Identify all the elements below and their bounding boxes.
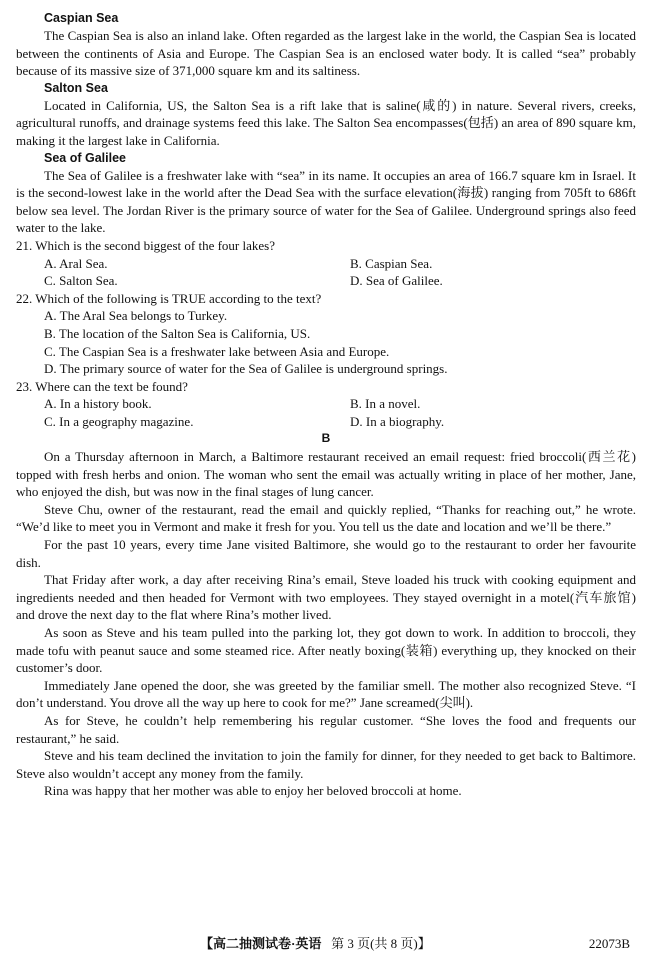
- paragraph: Immediately Jane opened the door, she was greeted by the familiar smell. The mother also recognized Steve. “I don’t understand. You drove all the way up here to cook for me?” Jane screamed(尖叫).: [16, 677, 636, 711]
- section-heading: Salton Sea: [44, 80, 108, 95]
- option: C. Salton Sea.: [44, 273, 118, 289]
- paragraph: As soon as Steve and his team pulled into the parking lot, they got down to work. In addition to broccoli, they made tofu with peanut sauce and some steamed rice. After neatly boxing(装箱) everything up, they knocked on their customer’s door.: [16, 625, 636, 676]
- page-footer: [0, 935, 648, 955]
- section-text: The Caspian Sea is also an inland lake. Often regarded as the largest lake in the world, the Caspian Sea is located between the continents of Asia and Europe. The Caspian Sea is an enclosed water body. It is called “sea” probably because of its massive size of 371,000 square km and its saltiness.: [16, 28, 636, 79]
- paragraph: Rina was happy that her mother was able to enjoy her beloved broccoli at home.: [44, 783, 462, 799]
- question-21: 21. Which is the second biggest of the four lakes?: [16, 237, 275, 253]
- question-23: 23. Where can the text be found?: [16, 378, 188, 394]
- option: C. In a geography magazine.: [44, 413, 194, 429]
- section-heading: Caspian Sea: [44, 11, 119, 25]
- footer-title: [200, 935, 431, 953]
- options-row: [16, 272, 636, 290]
- option: D. In a biography.: [350, 413, 445, 429]
- footer-code: 22073B: [588, 936, 630, 951]
- option: A. Aral Sea.: [44, 255, 108, 271]
- section-text: Located in California, US, the Salton Sea is a rift lake that is saline(咸的) in nature. Several rivers, creeks, agricultural runoffs, and drainage systems feed this lake. The Salton Sea encompasses(包括) an area of 890 square km, making it the largest lake in California.: [16, 97, 636, 148]
- footer-page-number: 第 3 页(共 8 页)】: [331, 936, 431, 951]
- passage-a: [16, 10, 636, 800]
- paragraph: As for Steve, he couldn’t help remembering his regular customer. “She loves the food and frequents our restaurant,” he said.: [16, 712, 636, 746]
- options-row: [16, 255, 636, 273]
- option: B. In a novel.: [350, 396, 421, 412]
- section-text: The Sea of Galilee is a freshwater lake with “sea” in its name. It occupies an area of 166.7 square km in Israel. It is the second-lowest lake in the world after the Dead Sea with the surface elevation(海拔) ranging from 705ft to 686ft below sea level. The Jordan River is the primary source of water for the Sea of Galilee. Underground springs also feed water to the lake.: [16, 167, 636, 236]
- option: A. The Aral Sea belongs to Turkey.: [44, 308, 228, 324]
- options-row: [16, 395, 636, 413]
- option: A. In a history book.: [44, 396, 152, 412]
- section-heading: Sea of Galilee: [44, 150, 126, 165]
- footer-exam-name: 【高二抽测试卷·英语: [200, 936, 322, 951]
- option: D. Sea of Galilee.: [350, 273, 443, 289]
- question-22: 22. Which of the following is TRUE according to the text?: [16, 290, 322, 306]
- paragraph: For the past 10 years, every time Jane visited Baltimore, she would go to the restaurant to order her favourite dish.: [16, 537, 636, 570]
- option: C. The Caspian Sea is a freshwater lake between Asia and Europe.: [44, 343, 390, 359]
- paragraph: Steve and his team declined the invitation to join the family for dinner, for they needed to get back to Baltimore. Steve also wouldn’t accept any money from the family.: [16, 748, 636, 781]
- options-row: [16, 413, 636, 431]
- part-b-label: B: [321, 431, 331, 446]
- option: D. The primary source of water for the Sea of Galilee is underground springs.: [44, 361, 448, 377]
- paragraph: That Friday after work, a day after receiving Rina’s email, Steve loaded his truck with cooking equipment and ingredients needed and then headed for Vermont with two employees. They stayed overnight in a motel(汽车旅馆) and drove the next day to the flat where Rina’s mother lived.: [16, 572, 636, 623]
- paragraph: On a Thursday afternoon in March, a Baltimore restaurant received an email request: fried broccoli(西兰花) topped with fresh herbs and onion. The woman who sent the email was actually writing in place of her mother, Jane, who enjoyed the dish, but was now in the final stages of lung cancer.: [16, 449, 636, 500]
- option: B. The location of the Salton Sea is California, US.: [44, 325, 311, 341]
- option: B. Caspian Sea.: [350, 255, 433, 271]
- paragraph: Steve Chu, owner of the restaurant, read the email and quickly replied, “Thanks for reaching out,” he wrote. “We’d like to meet you in Vermont and make it fresh for you. You tell us the date and location and we’ll be there.”: [16, 501, 636, 535]
